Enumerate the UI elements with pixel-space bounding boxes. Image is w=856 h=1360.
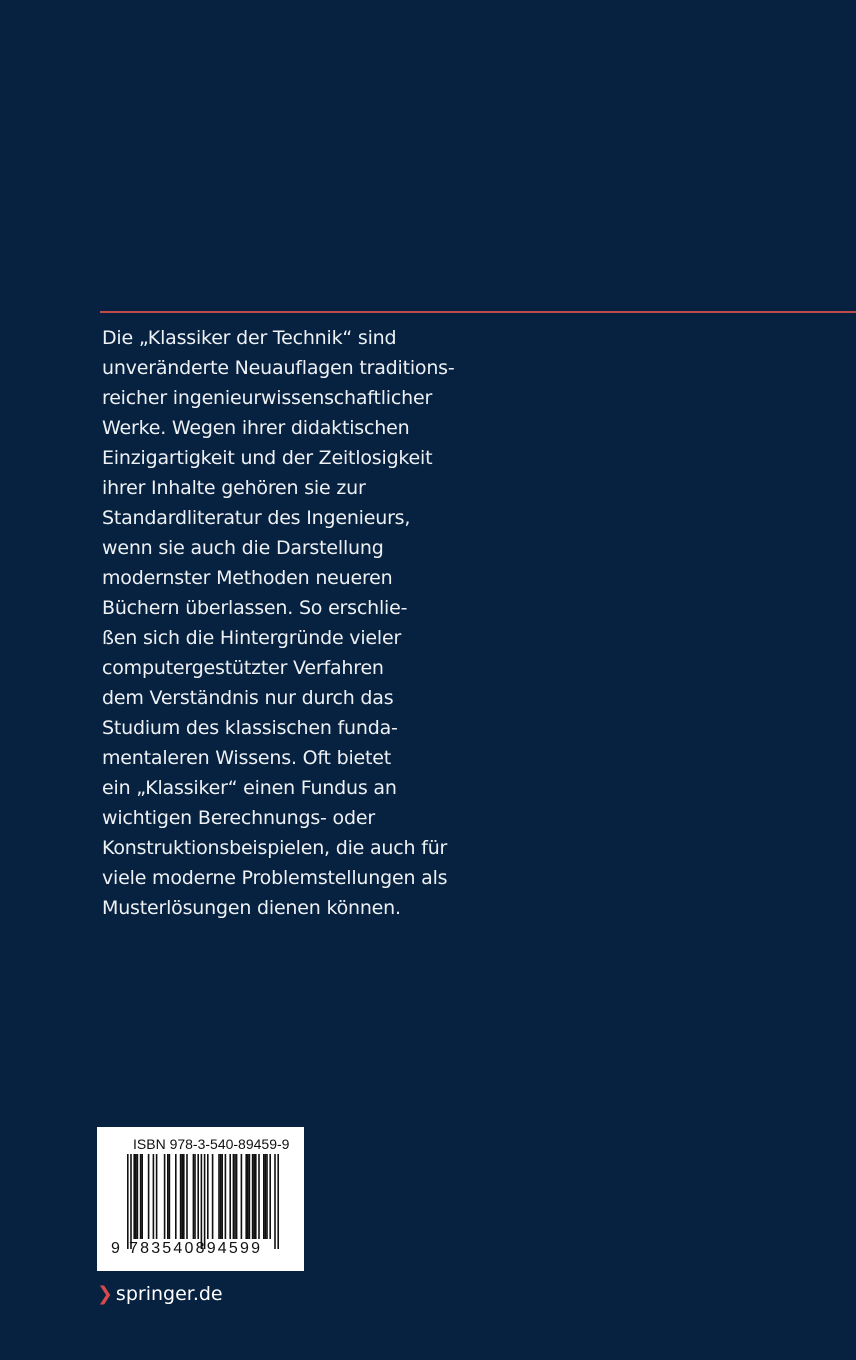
isbn-barcode xyxy=(97,1127,304,1271)
blurb-line: Werke. Wegen ihrer didaktischen xyxy=(102,417,410,439)
blurb-line: ein „Klassiker“ einen Fundus an xyxy=(102,777,397,799)
blurb-line: modernster Methoden neueren xyxy=(102,567,393,589)
back-cover-blurb xyxy=(102,323,482,923)
blurb-line: ßen sich die Hintergründe vieler xyxy=(102,627,402,649)
blurb-line: Büchern überlassen. So erschlie- xyxy=(102,597,408,619)
chevron-right-icon: ❯ xyxy=(97,1283,113,1305)
blurb-line: reicher ingenieurwissenschaftlicher xyxy=(102,387,433,409)
blurb-line: wenn sie auch die Darstellung xyxy=(102,537,384,559)
blurb-line: dem Verständnis nur durch das xyxy=(102,687,394,709)
blurb-line: Einzigartigkeit und der Zeitlosigkeit xyxy=(102,447,433,469)
blurb-line: unveränderte Neuauflagen traditions- xyxy=(102,357,455,379)
blurb-line: Konstruktionsbeispielen, die auch für xyxy=(102,837,448,859)
ean-first-digit: 9 xyxy=(111,1240,120,1257)
blurb-line: Musterlösungen dienen können. xyxy=(102,897,401,919)
blurb-line: Die „Klassiker der Technik“ sind xyxy=(102,327,397,349)
blurb-line: viele moderne Problemstellungen als xyxy=(102,867,448,889)
blurb-line: Studium des klassischen funda- xyxy=(102,717,398,739)
blurb-line: wichtigen Berechnungs- oder xyxy=(102,807,375,829)
ean-digits xyxy=(97,1240,304,1260)
publisher-site: springer.de xyxy=(115,1283,223,1305)
accent-divider xyxy=(100,311,856,313)
isbn-label: ISBN 978-3-540-89459-9 xyxy=(133,1136,290,1152)
publisher-link[interactable] xyxy=(97,1283,223,1305)
blurb-line: ihrer Inhalte gehören sie zur xyxy=(102,477,366,499)
ean-digit-group: 783540894599 xyxy=(129,1240,263,1257)
blurb-line: Standardliteratur des Ingenieurs, xyxy=(102,507,411,529)
blurb-line: mentaleren Wissens. Oft bietet xyxy=(102,747,392,769)
blurb-line: computergestützter Verfahren xyxy=(102,657,384,679)
